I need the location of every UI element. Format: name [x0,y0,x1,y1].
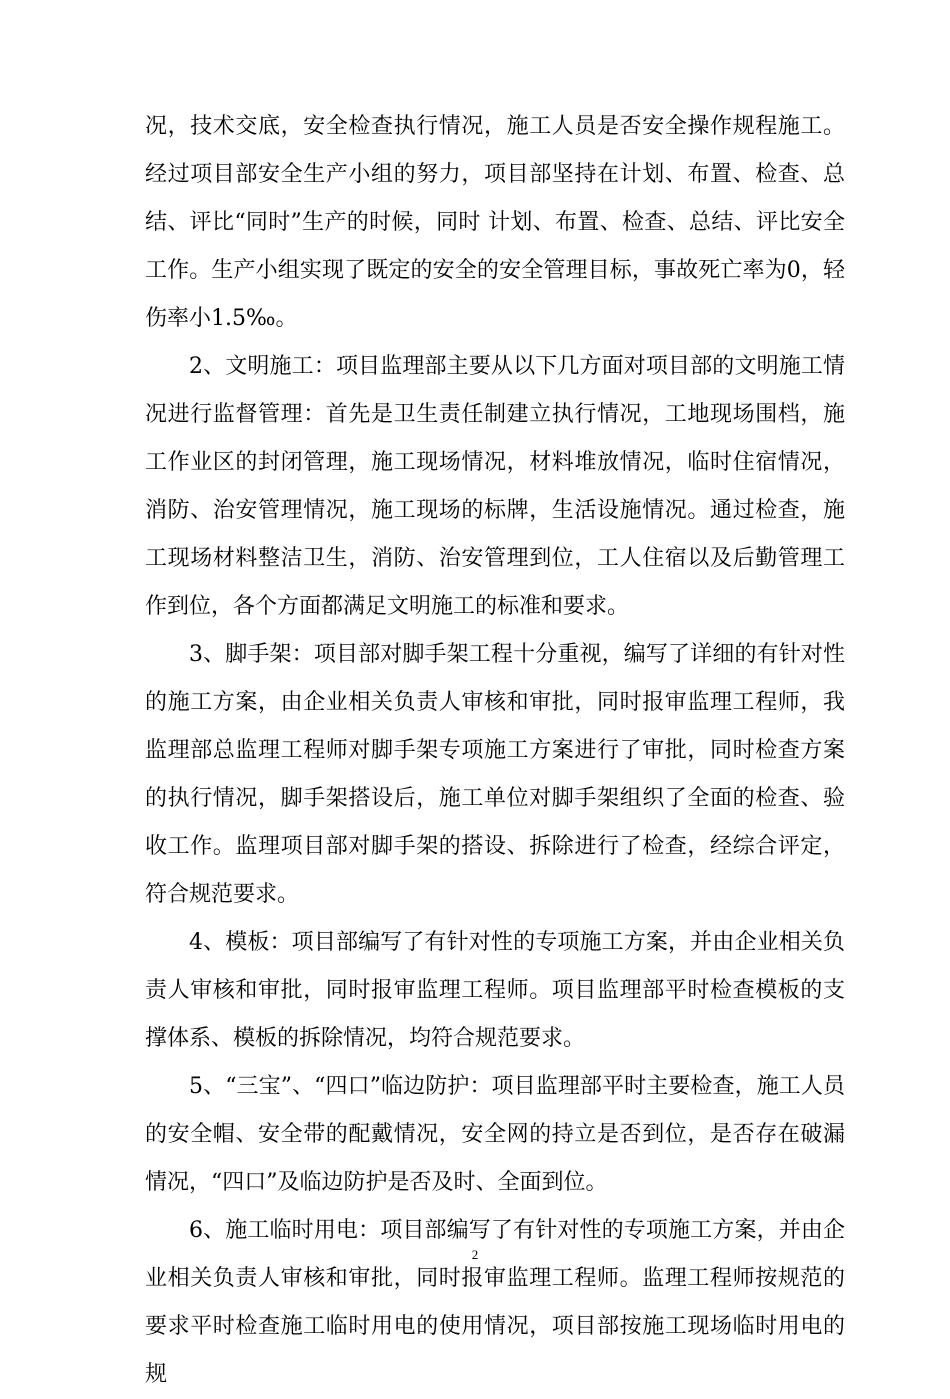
page-number: 2 [471,1247,479,1262]
paragraph-edge-protection: 5、“三宝”、“四口”临边防护：项目监理部平时主要检查，施工人员的安全帽、安全带的配戴情况，安全网的持立是否到位，是否存在破漏情况，“四口”及临边防护是否及时、全面到位。 [145,1074,845,1195]
paragraph-continuation: 况，技术交底，安全检查执行情况，施工人员是否安全操作规程施工。经过项目部安全生产小组的努力，项目部坚持在计划、布置、检查、总结、评比“同时”生产的时候，同时 计划、布置、检查、总结、评比安全工作。生产小组实现了既定的安全的安全管理目标，事故死亡率为0，轻伤率小1.5‰。 [145,114,845,331]
paragraph-civilized-construction: 2、文明施工：项目监理部主要从以下几方面对项目部的文明施工情况进行监督管理：首先是卫生责任制建立执行情况，工地现场围档，施工作业区的封闭管理，施工现场情况，材料堆放情况，临时住宿情况，消防、治安管理情况，施工现场的标牌，生活设施情况。通过检查，施工现场材料整洁卫生，消防、治安管理到位，工人住宿以及后勤管理工作到位，各个方面都满足文明施工的标准和要求。 [145,354,845,619]
paragraph-formwork: 4、模板：项目部编写了有针对性的专项施工方案，并由企业相关负责人审核和审批，同时报审监理工程师。项目监理部平时检查模板的支撑体系、模板的拆除情况，均符合规范要求。 [145,930,845,1051]
paragraph-scaffolding: 3、脚手架：项目部对脚手架工程十分重视，编写了详细的有针对性的施工方案，由企业相关负责人审核和审批，同时报审监理工程师，我监理部总监理工程师对脚手架专项施工方案进行了审批，同时检查方案的执行情况，脚手架搭设后，施工单位对脚手架组织了全面的检查、验收工作。监理项目部对脚手架的搭设、拆除进行了检查，经综合评定，符合规范要求。 [145,642,845,907]
body-text [145,103,845,1399]
paragraph-temporary-power: 6、施工临时用电：项目部编写了有针对性的专项施工方案，并由企业相关负责人审核和审批，同时报审监理工程师。监理工程师按规范的要求平时检查施工临时用电的使用情况，项目部按施工现场临时用电的规 [145,1218,845,1387]
